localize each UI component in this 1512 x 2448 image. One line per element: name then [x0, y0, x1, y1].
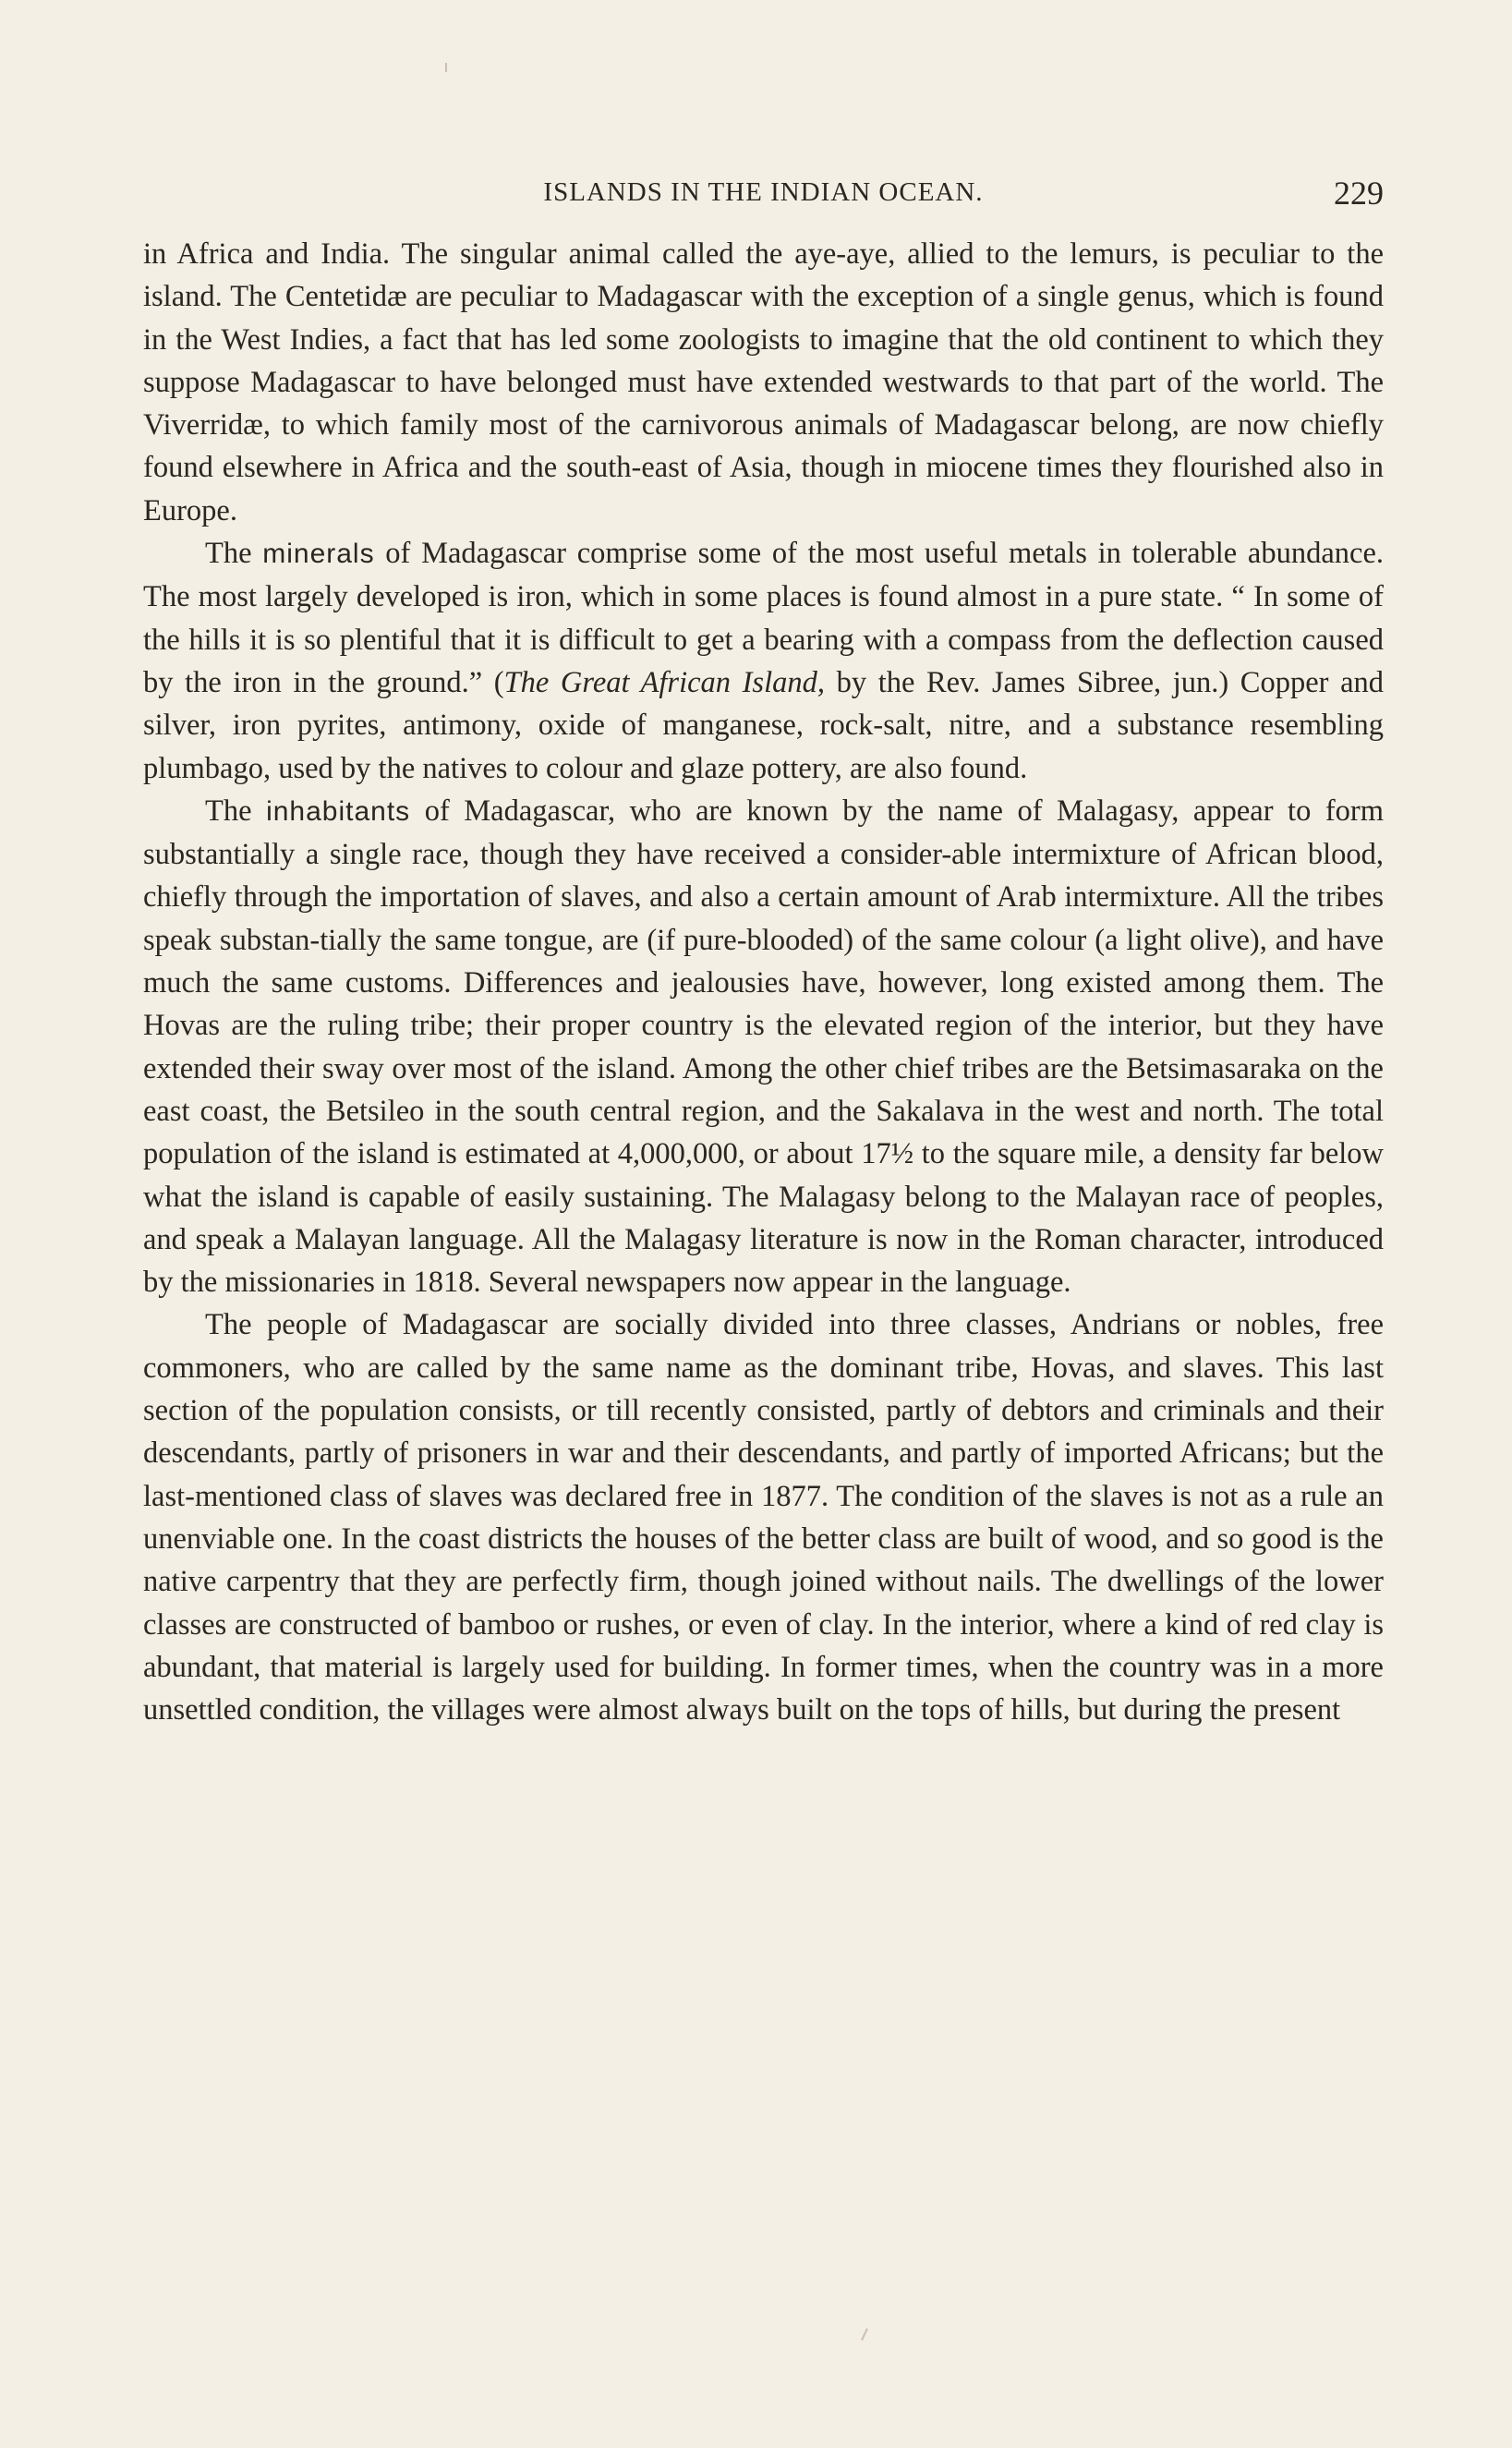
section-keyword-minerals: minerals: [262, 539, 375, 570]
page-header: [143, 177, 1384, 214]
paragraph-minerals: [143, 532, 1384, 790]
paragraph-text: of Madagascar, who are known by the name of Malagasy, appear to form substantially a single race, though they have received a consider-able intermixture of African blood, chiefly through the importation of slaves, and also a certain amount of Arab intermixture. All the tribes speak substan-tially the same tongue, are (if pure-blooded) of the same colour (a light olive), and have much the same customs. Differences and jealousies have, however, long existed among them. The Hovas are the ruling tribe; their proper country is the elevated region of the interior, but they have extended their sway over most of the island. Among the other chief tribes are the Betsimasaraka on the east coast, the Betsileo in the south central region, and the Sakalava in the west and north. The total population of the island is estimated at 4,000,000, or about 17½ to the square mile, a density far below what the island is capable of easily sustaining. The Malagasy belong to the Malayan race of peoples, and speak a Malayan language. All the Malagasy literature is now in the Roman character, introduced by the missionaries in 1818. Several newspapers now appear in the language.: [143, 794, 1385, 1300]
paragraph-text: in Africa and India. The singular animal called the aye-aye, allied to the lemurs, is peculiar to the island. The Centetidæ are peculiar to Madagascar with the exception of a single genus, which is found in the West Indies, a fact that has led some zoologists to imagine that the old continent to which they suppose Madagascar to have belonged must have extended westwards to that part of the world. The Viverridæ, to which family most of the carnivorous animals of Madagascar belong, are now chiefly found elsewhere in Africa and the south-east of Asia, though in miocene times they flourished also in Europe.: [143, 237, 1384, 527]
paragraph-text: by the Rev. James Sibree, jun.) Copper and silver, iron pyrites, antimony, oxide of manganese, rock-salt, nitre, and a substance resembling plumbago, used by the natives to colour and glaze pottery, are also found.: [143, 665, 1384, 785]
paragraph-fauna: [143, 233, 1384, 532]
paper-speck: [861, 2328, 868, 2341]
paper-speck: [445, 63, 447, 72]
paragraph-lead: The: [205, 537, 263, 571]
paragraph-text: The people of Madagascar are socially divided into three classes, Andrians or nobles, free commoners, who are called by the same name as the dominant tribe, Hovas, and slaves. This last section of the population consists, or till recently consisted, partly of debtors and criminals and their descendants, partly of prisoners in war and their descendants, and partly of imported Africans; but the last-mentioned class of slaves was declared free in 1877. The condition of the slaves is not as a rule an unenviable one. In the coast districts the houses of the better class are built of wood, and so good is the native carpentry that they are perfectly firm, though joined without nails. The dwellings of the lower classes are constructed of bamboo or rushes, or even of clay. In the interior, where a kind of red clay is abundant, that material is largely used for building. In former times, when the country was in a more unsettled condition, the villages were almost always built on the tops of hills, but during the present: [143, 1308, 1384, 1727]
paragraph-text: of Madagascar comprise some of the most useful metals in tolerable abundance. The most largely developed is iron, which in some places is found almost in a pure state. “ In some of the hills it is so plentiful that it is difficult to get a bearing with a compass from the deflection caused by the iron in the ground.” (: [143, 537, 1385, 699]
book-title: The Great African Island,: [503, 665, 825, 699]
paragraph-inhabitants: [143, 790, 1384, 1304]
paragraph-social-classes: [143, 1303, 1384, 1731]
section-keyword-inhabitants: inhabitants: [266, 795, 411, 827]
body-text: [143, 233, 1384, 1731]
running-title: ISLANDS IN THE INDIAN OCEAN.: [543, 177, 984, 207]
paragraph-lead: The: [205, 794, 267, 828]
page-number: 229: [1334, 175, 1384, 212]
